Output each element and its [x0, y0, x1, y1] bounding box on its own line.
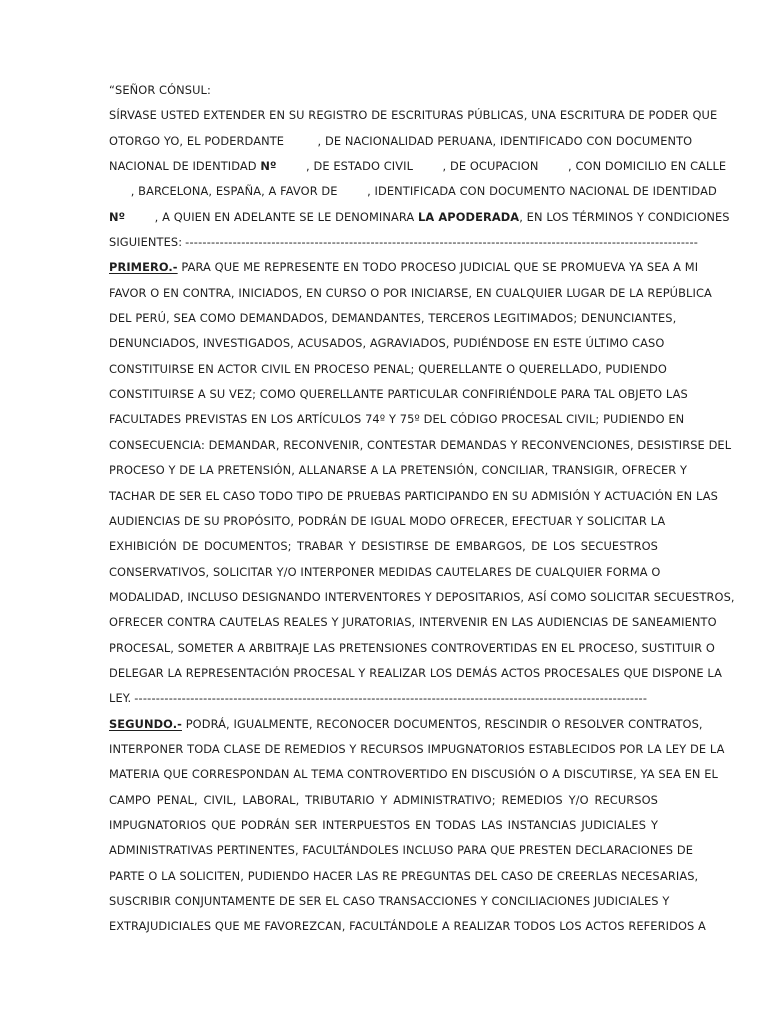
intro-line-3a: NACIONAL DE IDENTIDAD	[109, 159, 257, 174]
primero-line: DELEGAR LA REPRESENTACIÓN PROCESAL Y REALIZAR LOS DEMÁS ACTOS PROCESALES QUE DISPONE LA	[109, 665, 723, 680]
siguientes-label: SIGUIENTES:	[109, 235, 183, 250]
dash-filler-1: -----------------------------------------------------------------------------------------------------------------------	[185, 235, 699, 250]
primero-line: DEL PERÚ, SEA COMO DEMANDADOS, DEMANDANTES, TERCEROS LEGITIMADOS; DENUNCIANTES,	[109, 311, 677, 326]
segundo-line: ADMINISTRATIVAS PERTINENTES, FACULTÁNDOLES INCLUSO PARA QUE PRESTEN DECLARACIONES DE	[109, 843, 693, 858]
intro-line-5b: , EN LOS TÉRMINOS Y CONDICIONES	[519, 209, 730, 224]
primero-line: DENUNCIADOS, INVESTIGADOS, ACUSADOS, AGRAVIADOS, PUDIÉNDOSE EN ESTE ÚLTIMO CASO	[109, 336, 665, 351]
primero-line: FACULTADES PREVISTAS EN LOS ARTÍCULOS 74º Y 75º DEL CÓDIGO PROCESAL CIVIL; PUDIENDO EN	[109, 412, 685, 427]
segundo-line: INTERPONER TODA CLASE DE REMEDIOS Y RECURSOS IMPUGNATORIOS ESTABLECIDOS POR LA LEY DE LA	[109, 741, 725, 756]
primero-line: PROCESAL, SOMETER A ARBITRAJE LAS PRETENSIONES CONTROVERTIDAS EN EL PROCESO, SUSTITUIR O	[109, 640, 715, 655]
intro-line-5a: , A QUIEN EN ADELANTE SE LE DENOMINARA	[154, 209, 415, 224]
intro-line-4a: , BARCELONA, ESPAÑA, A FAVOR DE	[130, 184, 338, 199]
intro-line-6	[109, 230, 699, 255]
segundo-line-1	[109, 712, 703, 737]
intro-line-4b: , IDENTIFICADA CON DOCUMENTO NACIONAL DE IDENTIDAD	[367, 184, 717, 199]
segundo-line: EXTRAJUDICIALES QUE ME FAVOREZCAN, FACULTÁNDOLE A REALIZAR TODOS LOS ACTOS REFERIDOS A	[109, 919, 706, 934]
id-number-label-2: Nº	[109, 209, 126, 224]
intro-line-2a: OTORGO YO, EL PODERDANTE	[109, 133, 285, 148]
primero-line: EXHIBICIÓN DE DOCUMENTOS; TRABAR Y DESISTIRSE DE EMBARGOS, DE LOS SECUESTROS	[109, 539, 658, 554]
intro-line-5	[109, 205, 730, 230]
primero-line: PROCESO Y DE LA PRETENSIÓN, ALLANARSE A LA PRETENSIÓN, CONCILIAR, TRANSIGIR, OFRECER Y	[109, 463, 688, 478]
primero-line: TACHAR DE SER EL CASO TODO TIPO DE PRUEBAS PARTICIPANDO EN SU ADMISIÓN Y ACTUACIÓN EN LAS	[109, 488, 718, 503]
segundo-line: CAMPO PENAL, CIVIL, LABORAL, TRIBUTARIO Y ADMINISTRATIVO; REMEDIOS Y/O RECURSOS	[109, 792, 658, 807]
id-number-label: Nº	[260, 159, 277, 174]
intro-line-4	[109, 179, 717, 204]
primero-line-1	[109, 255, 699, 280]
primero-line: CONSTITUIRSE A SU VEZ; COMO QUERELLANTE PARTICULAR CONFIRIÉNDOLE PARA TAL OBJETO LAS	[109, 387, 688, 402]
salutation: “SEÑOR CÓNSUL:	[109, 83, 211, 97]
primero-last-line	[109, 686, 658, 711]
segundo-line: PARTE O LA SOLICITEN, PUDIENDO HACER LAS RE PREGUNTAS DEL CASO DE CREERLAS NECESARIAS,	[109, 868, 699, 883]
primero-line: MODALIDAD, INCLUSO DESIGNANDO INTERVENTORES Y DEPOSITARIOS, ASÍ COMO SOLICITAR SECUESTROS,	[109, 589, 735, 604]
primero-text-1: PARA QUE ME REPRESENTE EN TODO PROCESO JUDICIAL QUE SE PROMUEVA YA SEA A MI	[181, 260, 699, 275]
segundo-line: SUSCRIBIR CONJUNTAMENTE DE SER EL CASO TRANSACCIONES Y CONCILIACIONES JUDICIALES Y	[109, 894, 670, 908]
primero-heading: PRIMERO.-	[109, 260, 178, 275]
primero-line: CONSERVATIVOS, SOLICITAR Y/O INTERPONER MEDIDAS CAUTELARES DE CUALQUIER FORMA O	[109, 564, 661, 579]
intro-line-3d: , CON DOMICILIO EN CALLE	[568, 159, 727, 174]
ley-label: LEY.	[109, 691, 132, 706]
document-body	[109, 78, 735, 940]
primero-line: AUDIENCIAS DE SU PROPÓSITO, PODRÁN DE IGUAL MODO OFRECER, EFECTUAR Y SOLICITAR LA	[109, 513, 666, 528]
intro-line-2	[109, 129, 693, 154]
segundo-line: IMPUGNATORIOS QUE PODRÁN SER INTERPUESTOS EN TODAS LAS INSTANCIAS JUDICIALES Y	[109, 817, 658, 832]
intro-line-3	[109, 154, 727, 179]
primero-line: CONSECUENCIA: DEMANDAR, RECONVENIR, CONTESTAR DEMANDAS Y RECONVENCIONES, DESISTIRSE DEL	[109, 437, 732, 452]
apoderada-term: LA APODERADA	[418, 209, 520, 224]
primero-line: CONSTITUIRSE EN ACTOR CIVIL EN PROCESO PENAL; QUERELLANTE O QUERELLADO, PUDIENDO	[109, 361, 667, 376]
segundo-text-1: PODRÁ, IGUALMENTE, RECONOCER DOCUMENTOS, RESCINDIR O RESOLVER CONTRATOS,	[185, 716, 703, 731]
segundo-line: MATERIA QUE CORRESPONDAN AL TEMA CONTROVERTIDO EN DISCUSIÓN O A DISCUTIRSE, YA SEA EN EL	[109, 767, 718, 782]
primero-line: OFRECER CONTRA CAUTELAS REALES Y JURATORIAS, INTERVENIR EN LAS AUDIENCIAS DE SANEAMIENTO	[109, 615, 717, 630]
dash-filler-2: -----------------------------------------------------------------------------------------------------------------------	[134, 691, 648, 706]
intro-line-2b: , DE NACIONALIDAD PERUANA, IDENTIFICADO CON DOCUMENTO	[317, 133, 693, 148]
primero-line: FAVOR O EN CONTRA, INICIADOS, EN CURSO O POR INICIARSE, EN CUALQUIER LUGAR DE LA REPÚBLICA	[109, 285, 712, 300]
intro-line-3b: , DE ESTADO CIVIL	[306, 159, 414, 174]
intro-line-3c: , DE OCUPACION	[442, 159, 539, 174]
segundo-heading: SEGUNDO.-	[109, 716, 182, 731]
intro-line-1: SÍRVASE USTED EXTENDER EN SU REGISTRO DE ESCRITURAS PÚBLICAS, UNA ESCRITURA DE PODER QUE	[109, 108, 718, 123]
